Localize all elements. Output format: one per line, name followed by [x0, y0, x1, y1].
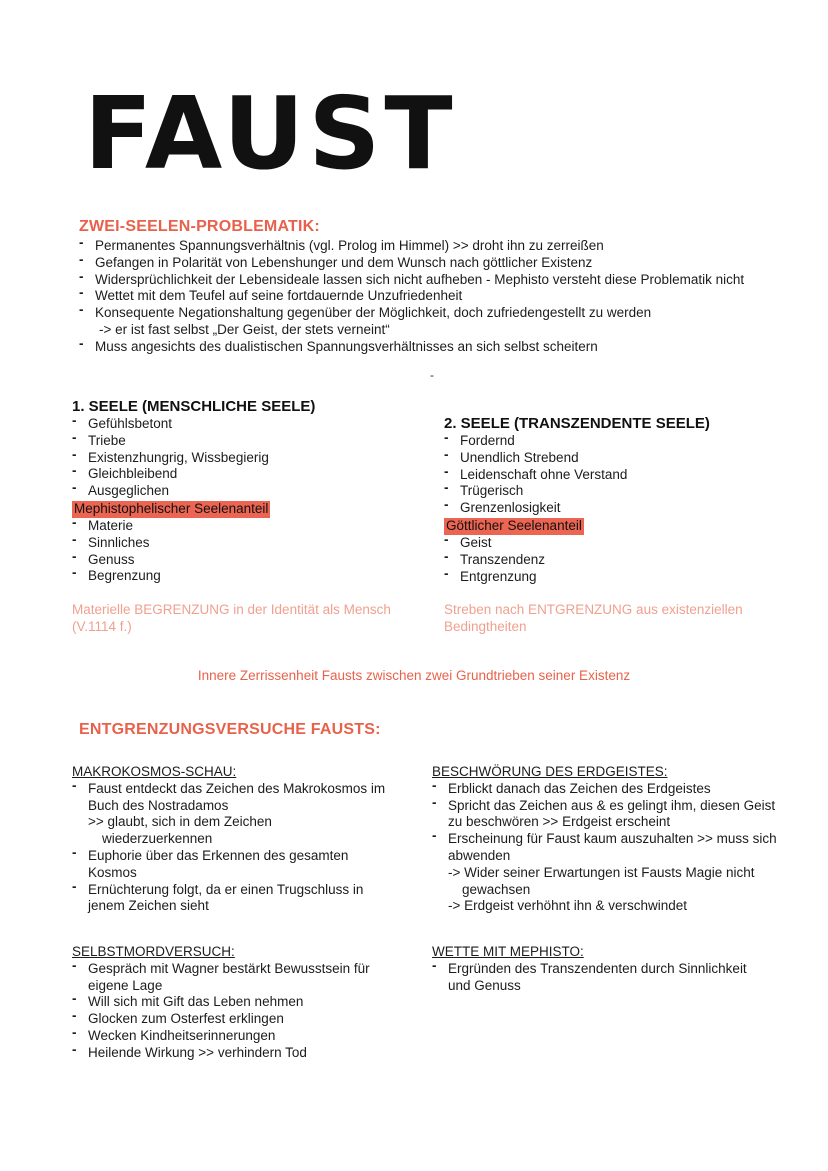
seele1-list2: [72, 518, 422, 585]
makro-block: [72, 764, 392, 915]
list-item: - Erblickt danach das Zeichen des Erdgeistes: [432, 781, 777, 798]
seele1-note: Materielle BEGRENZUNG in der Identität als Mensch (V.1114 f.): [72, 602, 391, 634]
list-item: - Sinnliches: [72, 535, 422, 552]
erdgeist-subitem-cont: gewachsen: [462, 881, 531, 897]
erdgeist-subitem: -> Wider seiner Erwartungen ist Fausts Magie nicht: [448, 864, 755, 880]
selbstmord-heading: SELBSTMORDVERSUCH:: [72, 944, 235, 959]
makro-subitem: >> glaubt, sich in dem Zeichen: [88, 814, 272, 830]
list-item: - Wettet mit dem Teufel auf seine fortdauernde Unzufriedenheit: [79, 288, 769, 305]
zwei-seelen-section: [79, 238, 769, 356]
erdgeist-list: [432, 781, 777, 865]
list-item: - Ernüchterung folgt, da er einen Trugschluss in jenem Zeichen sieht: [72, 882, 392, 916]
list-item: - Wecken Kindheitserinnerungen: [72, 1028, 392, 1045]
center-note: Innere Zerrissenheit Fausts zwischen zwei Grundtrieben seiner Existenz: [197, 668, 631, 683]
zwei-seelen-list: [79, 238, 769, 322]
list-item: - Entgrenzung: [444, 569, 794, 586]
wette-list: [432, 961, 772, 995]
wette-heading: WETTE MIT MEPHISTO:: [432, 944, 584, 959]
list-item: - Geist: [444, 535, 794, 552]
makro-heading: MAKROKOSMOS-SCHAU:: [72, 764, 237, 779]
list-item: - Fordernd: [444, 433, 794, 450]
zwei-seelen-subitem: -> er ist fast selbst „Der Geist, der stets verneint“: [99, 321, 390, 337]
list-item: - Genuss: [72, 552, 422, 569]
makro-list: [72, 781, 392, 815]
makro-subitem-cont: wiederzuerkennen: [102, 831, 213, 847]
seele1-column: [72, 398, 422, 585]
list-item: - Gefühlsbetont: [72, 416, 422, 433]
list-item: - Permanentes Spannungsverhältnis (vgl. Prolog im Himmel) >> droht ihn zu zerreißen: [79, 238, 769, 255]
seele1-heading: 1. SEELE (MENSCHLICHE SEELE): [72, 398, 316, 415]
list-item: - Triebe: [72, 433, 422, 450]
erdgeist-block: [432, 764, 777, 915]
selbstmord-list: [72, 961, 392, 1062]
list-item: - Faust entdeckt das Zeichen des Makrokosmos im Buch des Nostradamos: [72, 781, 392, 815]
list-item: - Spricht das Zeichen aus & es gelingt ihm, diesen Geist zu beschwören >> Erdgeist erscheint: [432, 798, 777, 832]
list-item: - Gespräch mit Wagner bestärkt Bewusstsein für eigene Lage: [72, 961, 392, 995]
seele2-note: Streben nach ENTGRENZUNG aus existenziellen Bedingtheiten: [444, 602, 743, 634]
list-item: - Gleichbleibend: [72, 466, 422, 483]
erdgeist-heading: BESCHWÖRUNG DES ERDGEISTES:: [432, 764, 668, 779]
zwei-seelen-heading: ZWEI-SEELEN-PROBLEMATIK:: [79, 218, 320, 235]
list-item: - Begrenzung: [72, 568, 422, 585]
seele2-heading: 2. SEELE (TRANSZENDENTE SEELE): [444, 415, 710, 432]
list-item: - Materie: [72, 518, 422, 535]
list-item: - Ergründen des Transzendenten durch Sinnlichkeit und Genuss: [432, 961, 772, 995]
stray-dash: -: [430, 368, 434, 382]
erdgeist-subitem2: -> Erdgeist verhöhnt ihn & verschwindet: [448, 898, 687, 914]
seele2-list2: [444, 535, 794, 585]
seele2-list: [444, 433, 794, 517]
list-item: - Will sich mit Gift das Leben nehmen: [72, 994, 392, 1011]
list-item: - Heilende Wirkung >> verhindern Tod: [72, 1045, 392, 1062]
list-item: - Muss angesichts des dualistischen Spannungsverhältnisses an sich selbst scheitern: [79, 339, 769, 356]
list-item: - Ausgeglichen: [72, 483, 422, 500]
seele2-highlight: Göttlicher Seelenanteil: [446, 517, 582, 533]
list-item: - Widersprüchlichkeit der Lebensideale lassen sich nicht aufheben - Mephisto versteht diese Problematik nicht: [79, 272, 769, 289]
list-item: - Glocken zum Osterfest erklingen: [72, 1011, 392, 1028]
entgrenzung-heading: ENTGRENZUNGSVERSUCHE FAUSTS:: [79, 721, 381, 738]
seele1-list: [72, 416, 422, 500]
list-item: - Grenzenlosigkeit: [444, 500, 794, 517]
page-title: FAUST: [84, 75, 457, 192]
seele1-highlight: Mephistophelischer Seelenanteil: [74, 500, 269, 516]
selbstmord-block: [72, 944, 392, 1062]
makro-list2: [72, 848, 392, 915]
list-item: - Euphorie über das Erkennen des gesamten Kosmos: [72, 848, 392, 882]
zwei-seelen-list-end: [79, 339, 769, 356]
list-item: - Leidenschaft ohne Verstand: [444, 467, 794, 484]
list-item: - Transzendenz: [444, 552, 794, 569]
wette-block: [432, 944, 772, 994]
seele2-column: [444, 415, 794, 585]
list-item: - Konsequente Negationshaltung gegenüber der Möglichkeit, doch zufriedengestellt zu werden: [79, 305, 769, 322]
list-item: - Unendlich Strebend: [444, 450, 794, 467]
list-item: - Gefangen in Polarität von Lebenshunger und dem Wunsch nach göttlicher Existenz: [79, 255, 769, 272]
list-item: - Trügerisch: [444, 483, 794, 500]
list-item: - Erscheinung für Faust kaum auszuhalten >> muss sich abwenden: [432, 831, 777, 865]
list-item: - Existenzhungrig, Wissbegierig: [72, 450, 422, 467]
